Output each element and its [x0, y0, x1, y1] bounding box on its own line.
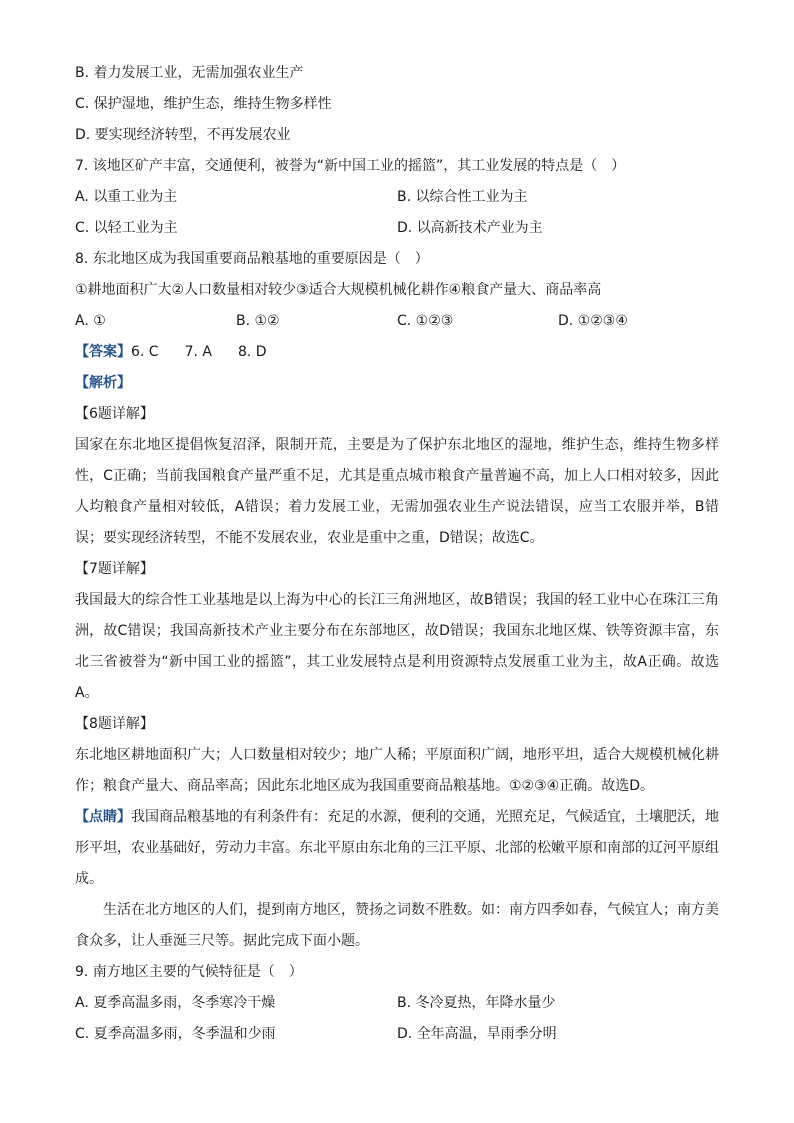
q7-options-row-1: [75, 182, 719, 213]
tip-text: 我国商品粮基地的有利条件有：充足的水源，便利的交通，光照充足，气候适宜，土壤肥沃，地形平坦，农业基础好，劳动力丰富。东北平原由东北角的三江平原、北部的松嫩平原和南部的辽河平原组成。: [75, 809, 719, 887]
detail8-text: 东北地区耕地面积广大；人口数量相对较少；地广人稀；平原面积广阔，地形平坦，适合大规模机械化耕作；粮食产量大、商品率高；因此东北地区成为我国重要商品粮基地。①②③④正确。故选D。: [75, 747, 719, 794]
q9-stem: 9. 南方地区主要的气候特征是（ ）: [75, 964, 303, 980]
detail7-text: 我国最大的综合性工业基地是以上海为中心的长江三角洲地区，故B错误；我国的轻工业中心在珠江三角洲，故C错误；我国高新技术产业主要分布在东部地区，故D错误；我国东北地区煤、铁等资源丰富，东北三省被誉为“新中国工业的摇篮”，其工业发展特点是利用资源特点发展重工业为主，故A正确。故选A。: [75, 592, 719, 701]
tip-paragraph: [75, 802, 719, 895]
q8-option-c: C. ①②③: [397, 313, 454, 329]
passage-text: 生活在北方地区的人们，提到南方地区，赞扬之词数不胜数。如：南方四季如春，气候宜人；南方美食众多，让人垂涎三尺等。据此完成下面小题。: [75, 902, 719, 949]
q9-option-d: D. 全年高温，旱雨季分明: [397, 1026, 557, 1042]
q9-option-c: C. 夏季高温多雨，冬季温和少雨: [75, 1026, 276, 1042]
q8-option-d: D. ①②③④: [558, 313, 628, 329]
q6-option-d: D. 要实现经济转型，不再发展农业: [75, 127, 291, 143]
q7-option-d: D. 以高新技术产业为主: [397, 220, 543, 236]
answer-item: 7. A: [184, 344, 212, 360]
q9-option-b: B. 冬冷夏热，年降水量少: [397, 995, 556, 1011]
analysis-label-text: 【解析】: [75, 375, 131, 391]
q7-options-row-2: [75, 213, 719, 244]
q8-stem: 8. 东北地区成为我国重要商品粮基地的重要原因是（ ）: [75, 251, 429, 267]
answer-item: 6. C: [131, 344, 159, 360]
q7-option-b: B. 以综合性工业为主: [397, 189, 528, 205]
detail6-text: 国家在东北地区提倡恢复沼泽，限制开荒，主要是为了保护东北地区的湿地，维护生态，维持生物多样性，C正确；当前我国粮食产量严重不足，尤其是重点城市粮食产量普遍不高，加上人口相对较多，因此人均粮食产量相对较低，A错误；着力发展工业，无需加强农业生产说法错误，应当工农服并举，B错误；要实现经济转型，不能不发展农业，农业是重中之重，D错误；故选C。: [75, 437, 719, 546]
q8-choices-line: ①耕地面积广大②人口数量相对较少③适合大规模机械化耕作④粮食产量大、商品率高: [75, 282, 602, 298]
answer-line: [75, 337, 719, 368]
q6-option-b: B. 着力发展工业，无需加强农业生产: [75, 65, 304, 81]
q9-options-row-1: [75, 988, 719, 1019]
q8-options-row: [75, 306, 719, 337]
q6-option-c: C. 保护湿地，维护生态，维持生物多样性: [75, 96, 332, 112]
tip-label: 【点睛】: [75, 809, 131, 825]
q7-option-c: C. 以轻工业为主: [75, 220, 178, 236]
detail8-heading: 【8题详解】: [75, 716, 154, 732]
answer-label: 【答案】: [75, 344, 131, 360]
analysis-label: [75, 368, 719, 399]
q7-option-a: A. 以重工业为主: [75, 189, 178, 205]
answer-item: 8. D: [237, 344, 267, 360]
document-page: [75, 58, 719, 1050]
detail6-heading: 【6题详解】: [75, 406, 154, 422]
q9-option-a: A. 夏季高温多雨，冬季寒冷干燥: [75, 995, 276, 1011]
q9-options-row-2: [75, 1019, 719, 1050]
detail7-heading: 【7题详解】: [75, 561, 154, 577]
q7-stem: 7. 该地区矿产丰富，交通便利，被誉为“新中国工业的摇篮”，其工业发展的特点是（ ）: [75, 158, 626, 174]
q8-option-b: B. ①②: [236, 313, 280, 329]
q8-option-a: A. ①: [75, 313, 106, 329]
